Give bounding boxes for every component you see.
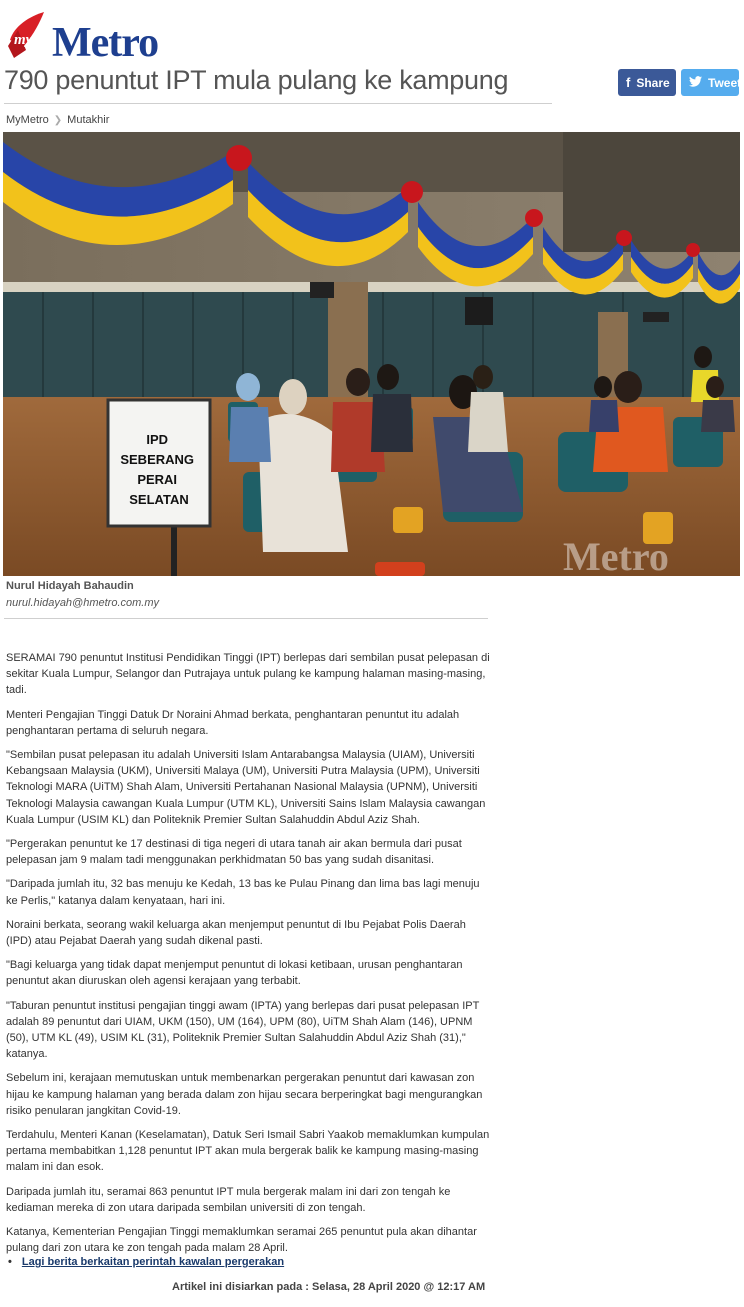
logo-prefix: my xyxy=(14,32,33,48)
article-paragraph: "Taburan penuntut institusi pengajian tinggi awam (IPTA) yang berlepas dari pusat pelepasan IPT adalah 89 penuntut dari UIAM, UKM (150), UM (164), UPM (80), UiTM Shah Alam (146), UPNM (50), UTM KL (49), USIM KL (31), Politeknik Premier Sultan Salahuddin Abdul Aziz Shah (31)," katanya. xyxy=(6,999,480,1061)
article-paragraph: "Pergerakan penuntut ke 17 destinasi di tiga negeri di utara tanah air akan bermula dari pusat pelepasan jam 9 malam tadi menggunakan perkhidmatan 50 bas yang sudah disanitasi. xyxy=(6,838,462,867)
sign-line-1: IPD xyxy=(146,432,169,447)
twitter-tweet-label: Tweet xyxy=(708,75,742,90)
twitter-tweet-button[interactable] xyxy=(681,69,742,96)
article-paragraph: Noraini berkata, seorang wakil keluarga akan menjemput penuntut di Ibu Pejabat Polis Daerah (IPD) atau Pejabat Daerah yang sudah dikenal pasti. xyxy=(6,918,466,948)
photo-watermark: Metro xyxy=(563,534,669,576)
article-paragraph: SERAMAI 790 penuntut Institusi Pendidikan Tinggi (IPT) berlepas dari sembilan pusat pelepasan di sekitar Kuala Lumpur, Selangor dan Putrajaya untuk pulang ke kampung halaman masing-masing, tadi. xyxy=(6,652,490,697)
title-divider xyxy=(4,103,552,104)
twitter-icon xyxy=(689,75,702,90)
facebook-icon: f xyxy=(626,75,631,90)
sign-line-3: PERAI xyxy=(137,472,178,487)
logo-text: Metro xyxy=(52,20,159,62)
article-paragraph: Katanya, Kementerian Pengajian Tinggi memaklumkan seramai 265 penuntut pula akan dihantar pulang dari zon utara ke zon tengah pada malam 28 April. xyxy=(6,1226,477,1255)
related-news-link[interactable]: Lagi berita berkaitan perintah kawalan pergerakan xyxy=(21,1256,285,1268)
sign-line-4: SELATAN xyxy=(129,492,189,507)
sign-line-2: SEBERANG xyxy=(120,452,195,467)
author-name: Nurul Hidayah Bahaudin xyxy=(6,580,134,592)
article-paragraph: Menteri Pengajian Tinggi Datuk Dr Noraini Ahmad berkata, penghantaran penuntut itu adalah penghantaran pertama di seluruh negara. xyxy=(6,708,460,737)
author-divider xyxy=(4,618,488,619)
bullet-icon: • xyxy=(8,1256,12,1268)
breadcrumb-item-mutakhir[interactable]: Mutakhir xyxy=(67,114,110,126)
article-body xyxy=(6,650,492,1265)
article-photo xyxy=(3,132,740,576)
breadcrumb xyxy=(6,114,109,126)
article-paragraph: "Bagi keluarga yang tidak dapat menjemput penuntut di lokasi ketibaan, urusan penghantaran penuntut akan diuruskan oleh agensi kerajaan yang terbabit. xyxy=(6,959,463,988)
breadcrumb-item-mymetro[interactable]: MyMetro xyxy=(6,114,49,126)
article-title: 790 penuntut IPT mula pulang ke kampung xyxy=(4,65,509,95)
related-news xyxy=(8,1256,284,1268)
article-paragraph: Daripada jumlah itu, seramai 863 penuntut IPT mula bergerak malam ini dari zon tengah ke kediaman mereka di zon utara daripada sembilan universiti di zon tengah. xyxy=(6,1185,451,1214)
chevron-right-icon: ❯ xyxy=(53,114,63,126)
facebook-share-button[interactable] xyxy=(618,69,676,96)
mymetro-logo[interactable] xyxy=(4,6,204,62)
article-paragraph: "Sembilan pusat pelepasan itu adalah Universiti Islam Antarabangsa Malaysia (UIAM), Universiti Kebangsaan Malaysia (UKM), Universiti Malaya (UM), Universiti Putra Malaysia (UPM), Universiti Teknologi MARA (UiTM) Shah Alam, Universiti Pertahanan Nasional Malaysia (UPNM), Universiti Teknologi Malaysia cawangan Kuala Lumpur (UTM KL), Universiti Sains Islam Malaysia cawangan Kuala Lumpur (USIM KL) dan Politeknik Premier Sultan Salahuddin Abdul Aziz Shah. xyxy=(6,749,486,826)
published-date: Artikel ini disiarkan pada : Selasa, 28 April 2020 @ 12:17 AM xyxy=(172,1281,486,1293)
facebook-share-label: Share xyxy=(636,75,670,90)
article-paragraph: "Daripada jumlah itu, 32 bas menuju ke Kedah, 13 bas ke Pulau Pinang dan lima bas lagi menuju ke Perlis," katanya dalam kenyataan, hari ini. xyxy=(6,878,480,907)
article-paragraph: Terdahulu, Menteri Kanan (Keselamatan), Datuk Seri Ismail Sabri Yaakob memaklumkan kumpulan pertama membabitkan 1,128 penuntut IPT akan mula bergerak balik ke kampung masing-masing malam ini dan esok. xyxy=(6,1129,490,1174)
article-paragraph: Sebelum ini, kerajaan memutuskan untuk membenarkan pergerakan penuntut dari kawasan zon hijau ke kampung halaman yang berada dalam zon hijau secara berperingkat bagi mengurangkan risiko penularan jangkitan Covid-19. xyxy=(6,1072,483,1117)
author-email[interactable]: nurul.hidayah@hmetro.com.my xyxy=(6,597,160,609)
